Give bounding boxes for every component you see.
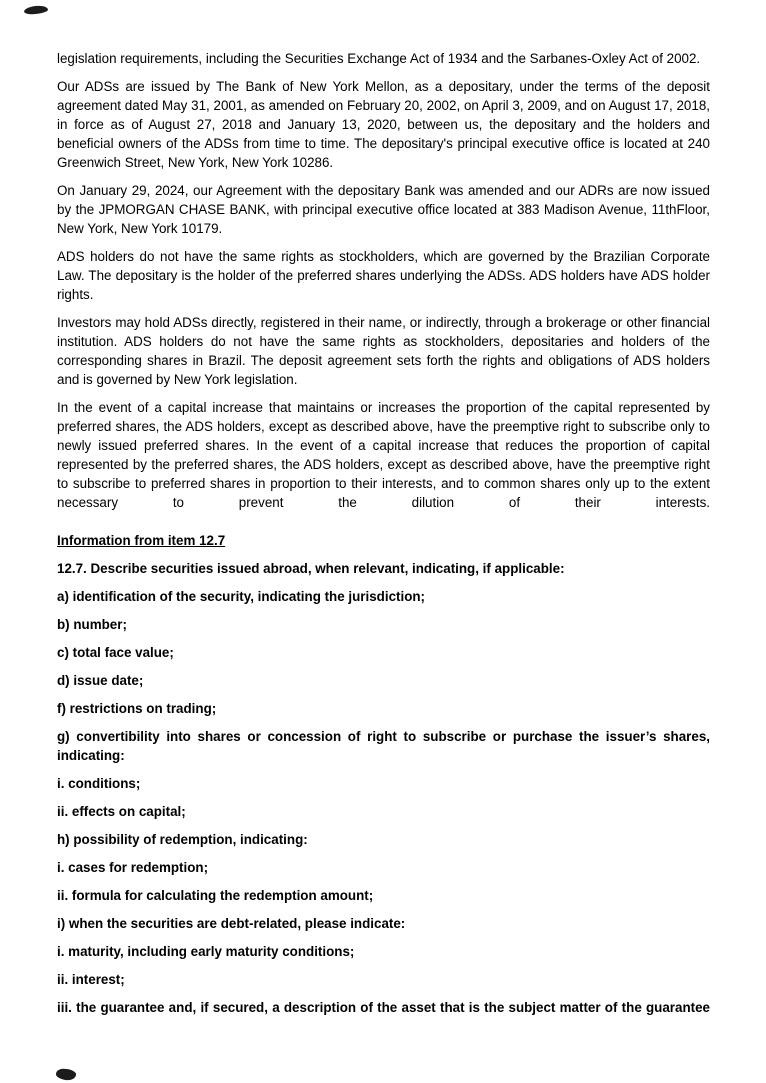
- item-h: h) possibility of redemption, indicating:: [57, 832, 308, 847]
- item-a: a) identification of the security, indicating the jurisdiction;: [57, 589, 426, 604]
- paragraph-jpmorgan: On January 29, 2024, our Agreement with the depositary Bank was amended and our ADRs are now issued by the JPMORGAN CHASE BANK, with principal executive office located at 383 Madison Avenue, 11thFloor, New York, New York 10179.: [57, 183, 710, 236]
- item-i-iii: iii. the guarantee and, if secured, a description of the asset that is the subject matter of the guarantee: [57, 1000, 710, 1015]
- paragraph-capital-increase: In the event of a capital increase that maintains or increases the proportion of the capital represented by preferred shares, the ADS holders, except as described above, have the preemptive right to subscribe only to newly issued preferred shares. In the event of a capital increase that reduces the proportion of capital represented by the preferred shares, the ADS holders, except as described above, have the preemptive right to subscribe to preferred shares in proportion to their interests, and to common shares only up to the extent necessary to prevent the dilution of their interests.: [57, 400, 710, 510]
- item-i: i) when the securities are debt-related, please indicate:: [57, 916, 406, 931]
- item-i-i: i. maturity, including early maturity conditions;: [57, 944, 355, 959]
- item-g-ii: ii. effects on capital;: [57, 804, 186, 819]
- item-12-7-intro: 12.7. Describe securities issued abroad, when relevant, indicating, if applicable:: [57, 561, 565, 576]
- paragraph-ads-holder-rights: ADS holders do not have the same rights as stockholders, which are governed by the Brazilian Corporate Law. The depositary is the holder of the preferred shares underlying the ADSs. ADS holders have ADS holder rights.: [57, 249, 710, 302]
- section-heading-item-12-7: Information from item 12.7: [57, 533, 226, 548]
- item-i-ii: ii. interest;: [57, 972, 125, 987]
- item-b: b) number;: [57, 617, 127, 632]
- item-g: g) convertibility into shares or concession of right to subscribe or purchase the issuer’s shares, indicating:: [57, 729, 710, 763]
- item-d: d) issue date;: [57, 673, 144, 688]
- item-f: f) restrictions on trading;: [57, 701, 217, 716]
- paragraph-investors: Investors may hold ADSs directly, registered in their name, or indirectly, through a brokerage or other financial institution. ADS holders do not have the same rights as stockholders, depositaries and holders of the corresponding shares in Brazil. The deposit agreement sets forth the rights and obligations of ADS holders and is governed by New York legislation.: [57, 315, 710, 387]
- item-h-i: i. cases for redemption;: [57, 860, 209, 875]
- item-c: c) total face value;: [57, 645, 174, 660]
- item-h-ii: ii. formula for calculating the redemption amount;: [57, 888, 374, 903]
- item-g-i: i. conditions;: [57, 776, 141, 791]
- paragraph-legislation: legislation requirements, including the Securities Exchange Act of 1934 and the Sarbanes-Oxley Act of 2002.: [57, 51, 701, 66]
- paragraph-ads-issued: Our ADSs are issued by The Bank of New York Mellon, as a depositary, under the terms of the deposit agreement dated May 31, 2001, as amended on February 20, 2002, on April 3, 2009, and on August 17, 2018, in force as of August 27, 2018 and January 13, 2020, between us, the depositary and the holders and beneficial owners of the ADSs from time to time. The depositary's principal executive office is located at 240 Greenwich Street, New York, New York 10286.: [57, 79, 710, 170]
